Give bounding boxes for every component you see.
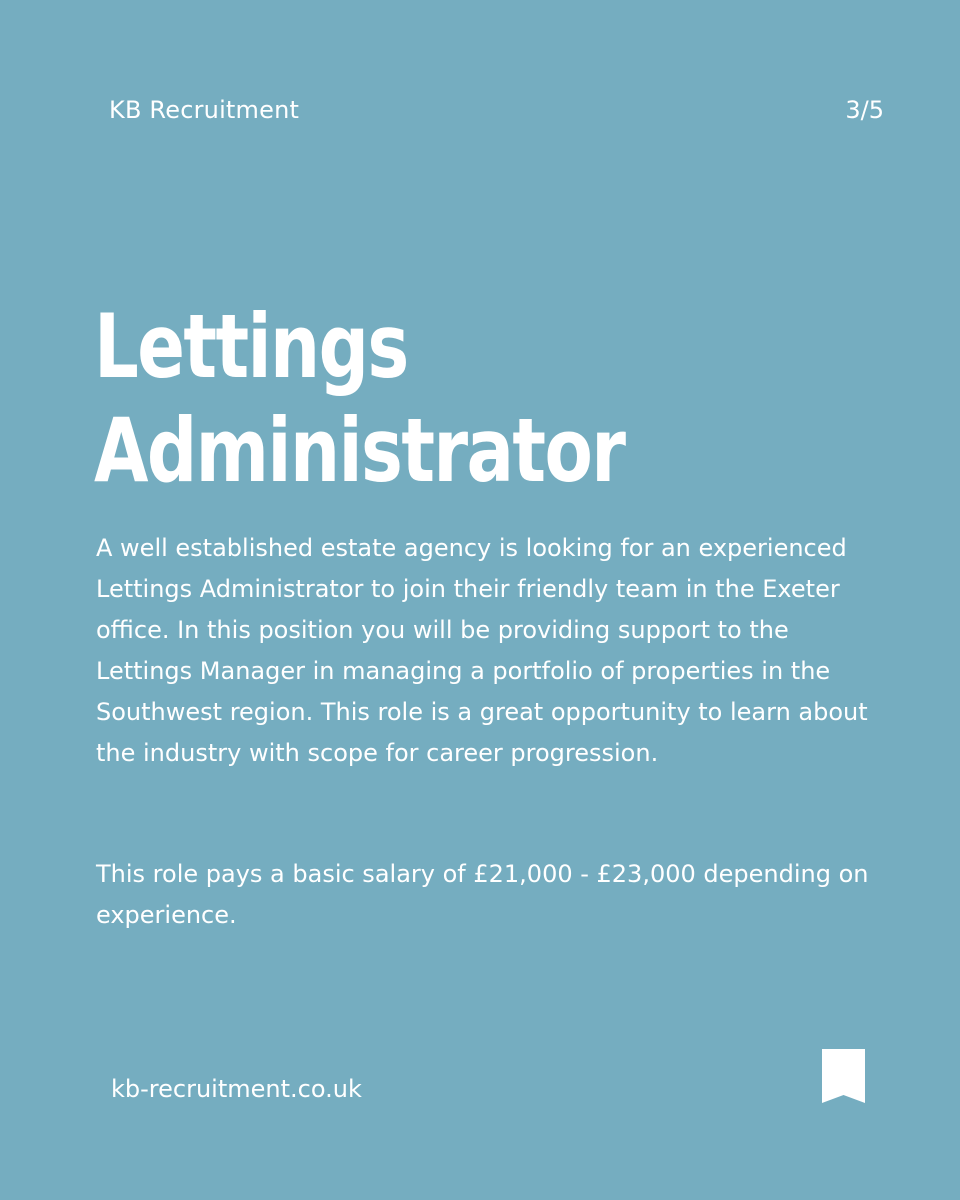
bookmark-icon[interactable]	[822, 1049, 865, 1103]
job-description: A well established estate agency is looking for an experienced Lettings Administrator to join their friendly team in the Exeter office. In this position you will be providing support to the Lettings Manager in managing a portfolio of properties in the Southwest region. This role is a great opportunity to learn about the industry with scope for career progression.	[96, 534, 868, 767]
page-indicator: 3/5	[845, 96, 884, 124]
brand-name: KB Recruitment	[109, 96, 300, 124]
job-title-line-1: Lettings	[94, 295, 408, 398]
job-title-line-2: Administrator	[94, 399, 625, 502]
salary-info: This role pays a basic salary of £21,000 - £23,000 depending on experience.	[96, 860, 869, 929]
website-link[interactable]: kb-recruitment.co.uk	[111, 1075, 362, 1103]
job-title	[94, 295, 624, 503]
